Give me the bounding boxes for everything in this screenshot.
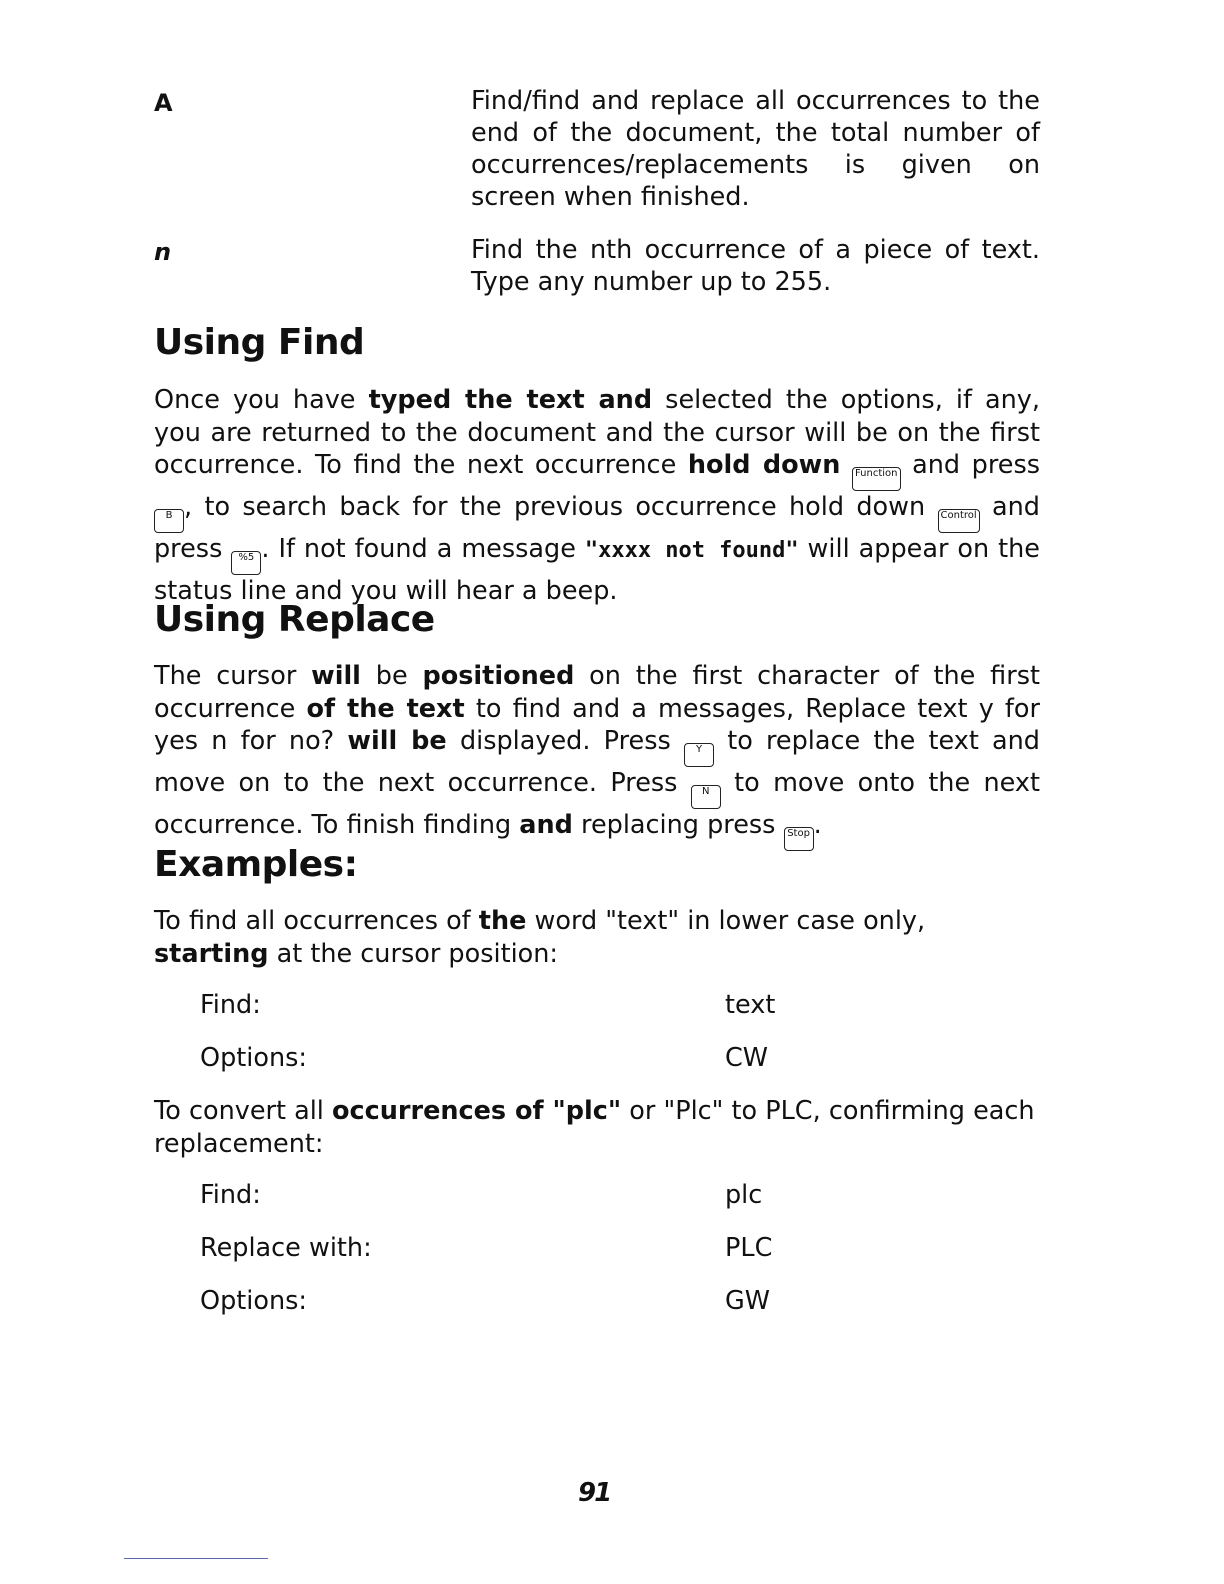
option-key: A <box>154 89 173 117</box>
n-key-icon: N <box>691 785 721 809</box>
example-row <box>200 1043 1000 1077</box>
y-key-icon: Y <box>684 743 714 767</box>
control-key-icon: Control <box>938 509 980 533</box>
stop-key-icon: Stop <box>784 827 814 851</box>
example-value: plc <box>725 1180 763 1210</box>
option-description: Find the nth occurrence of a piece of text. Type any number up to 255. <box>471 235 1040 297</box>
not-found-message: "xxxx not found" <box>584 538 799 563</box>
function-key-icon: Function <box>852 467 901 491</box>
using-find-heading: Using Find <box>154 322 365 363</box>
page-number: 91 <box>578 1478 611 1508</box>
example-label: Options: <box>200 1286 307 1316</box>
example-value: PLC <box>725 1233 773 1263</box>
example-row <box>200 1233 1000 1267</box>
example-2-intro: To convert all occurrences of "plc" or "Plc" to PLC, confirming each replacement: <box>154 1096 1035 1159</box>
using-replace-paragraph: The cursor will be positioned on the first character of the first occurrence of the text to find and a messages, Replace text y for yes n for no? will be displayed. Press Y to replace the text and move on to the next occurrence. Press N to move onto the next occurrence. To finish finding and replacing press Stop . <box>154 660 1040 851</box>
examples-heading: Examples: <box>154 844 358 885</box>
example-value: GW <box>725 1286 770 1316</box>
five-key-icon: %5 <box>231 551 261 575</box>
example-value: text <box>725 990 776 1020</box>
using-find-paragraph: Once you have typed the text and selected the options, if any, you are returned to the document and the cursor will be on the first occurrence. To find the next occurrence hold down Function and press B , to search back for the previous occurrence hold down Control and press %5 . If not found a message "xxxx not found" will appear on the status line and you will hear a beep. <box>154 385 1041 606</box>
footer-rule <box>124 1558 268 1559</box>
example-value: CW <box>725 1043 769 1073</box>
example-1-intro: To find all occurrences of the word "text" in lower case only, starting at the cursor position: <box>154 906 926 969</box>
example-label: Find: <box>200 990 261 1020</box>
using-replace-heading: Using Replace <box>154 599 435 640</box>
example-label: Options: <box>200 1043 307 1073</box>
example-row <box>200 1286 1000 1320</box>
example-row <box>200 1180 1000 1214</box>
b-key-icon: B <box>154 509 184 533</box>
option-description: Find/find and replace all occurrences to the end of the document, the total number of occurrences/replacements is given on screen when finished. <box>471 86 1040 212</box>
example-label: Find: <box>200 1180 261 1210</box>
option-key: n <box>154 238 172 266</box>
example-row <box>200 990 1000 1024</box>
example-label: Replace with: <box>200 1233 372 1263</box>
